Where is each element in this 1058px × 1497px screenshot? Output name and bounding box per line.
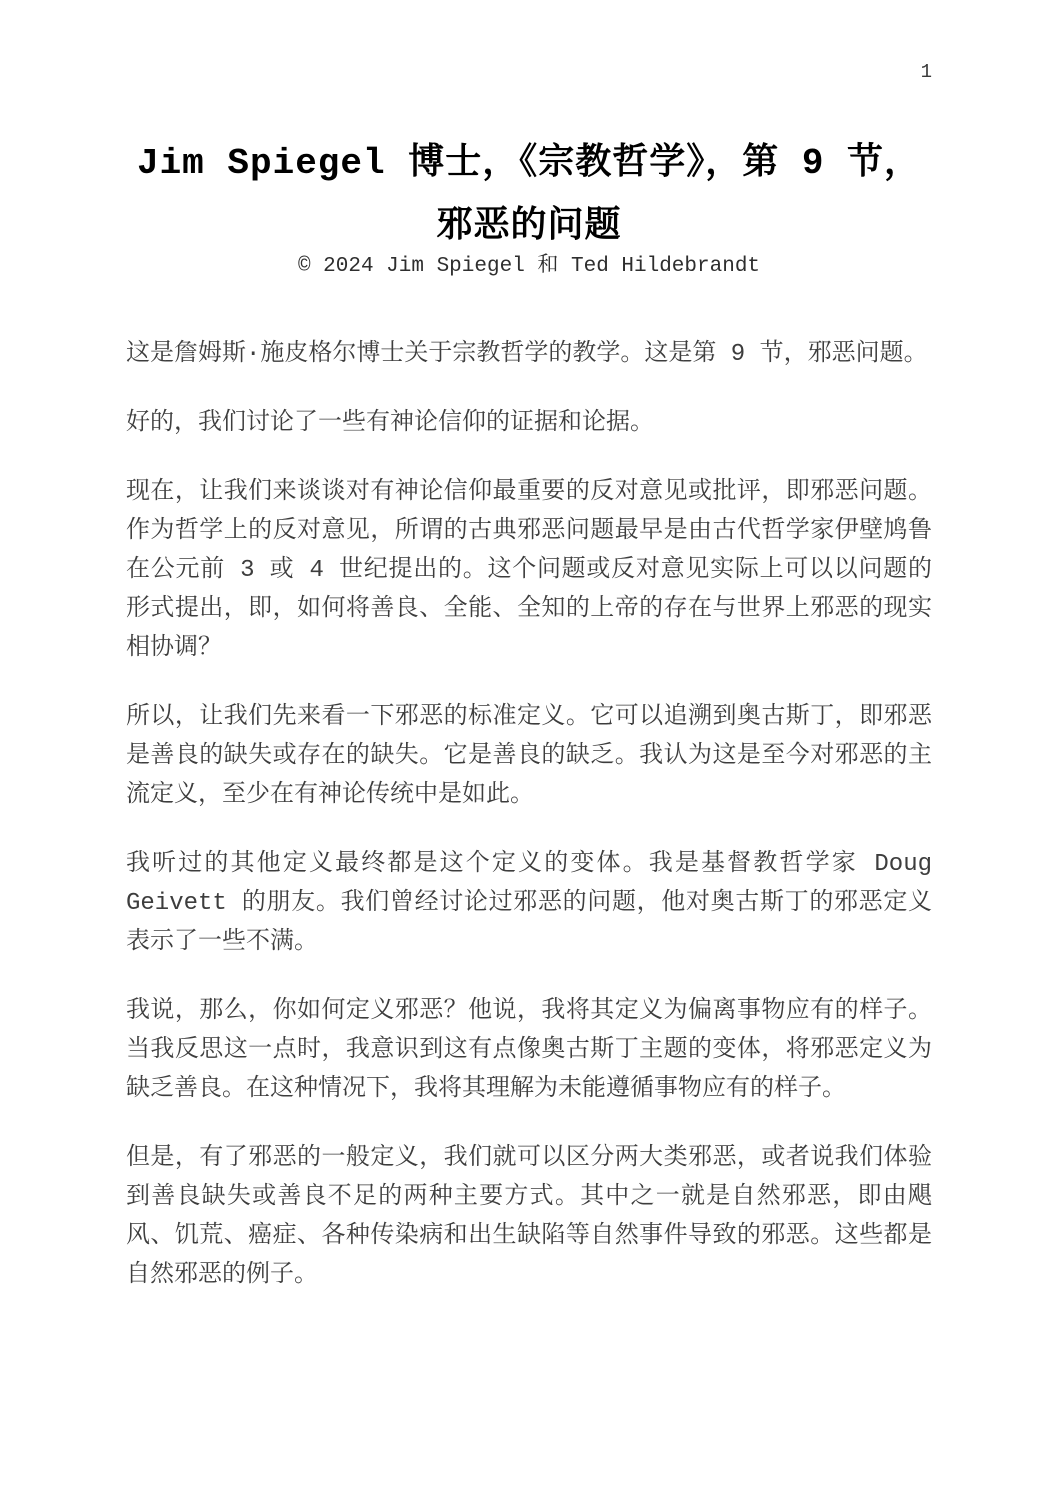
paragraph-intro: 这是詹姆斯·施皮格尔博士关于宗教哲学的教学。这是第 9 节，邪恶问题。 xyxy=(126,341,928,368)
document-body xyxy=(126,335,932,1325)
paragraph-standard-definition: 所以，让我们先来看一下邪恶的标准定义。它可以追溯到奥古斯丁，即邪恶是善良的缺失或存在的缺失。它是善良的缺乏。我认为这是至今对邪恶的主流定义，至少在有神论传统中是如此。 xyxy=(126,704,932,809)
paragraph-natural-evil: 但是，有了邪恶的一般定义，我们就可以区分两大类邪恶，或者说我们体验到善良缺失或善良不足的两种主要方式。其中之一就是自然邪恶，即由飓风、饥荒、癌症、各种传染病和出生缺陷等自然事件导致的邪恶。这些都是自然邪恶的例子。 xyxy=(126,1145,932,1289)
paragraph-geivett-definition: 我说，那么，你如何定义邪恶？他说，我将其定义为偏离事物应有的样子。当我反思这一点时，我意识到这有点像奥古斯丁主题的变体，将邪恶定义为缺乏善良。在这种情况下，我将其理解为未能遵循事物应有的样子。 xyxy=(126,998,932,1103)
document-title xyxy=(60,132,998,258)
paragraph-problem-of-evil: 现在，让我们来谈谈对有神论信仰最重要的反对意见或批评，即邪恶问题。作为哲学上的反对意见，所谓的古典邪恶问题最早是由古代哲学家伊壁鸠鲁在公元前 3 或 4 世纪提出的。这个问题或反对意见实际上可以以问题的形式提出，即，如何将善良、全能、全知的上帝的存在与世界上邪恶的现实相协调？ xyxy=(126,479,932,662)
title-line-1: Jim Spiegel 博士，《宗教哲学》，第 9 节， xyxy=(136,143,922,184)
paragraph-recap: 好的，我们讨论了一些有神论信仰的证据和论据。 xyxy=(126,410,654,437)
paragraph-other-definitions: 我听过的其他定义最终都是这个定义的变体。我是基督教哲学家 Doug Geivett 的朋友。我们曾经讨论过邪恶的问题，他对奥古斯丁的邪恶定义表示了一些不满。 xyxy=(126,851,932,956)
copyright-line: © 2024 Jim Spiegel 和 Ted Hildebrandt xyxy=(297,255,761,278)
page-number: 1 xyxy=(920,61,932,83)
title-line-2: 邪恶的问题 xyxy=(436,206,622,247)
